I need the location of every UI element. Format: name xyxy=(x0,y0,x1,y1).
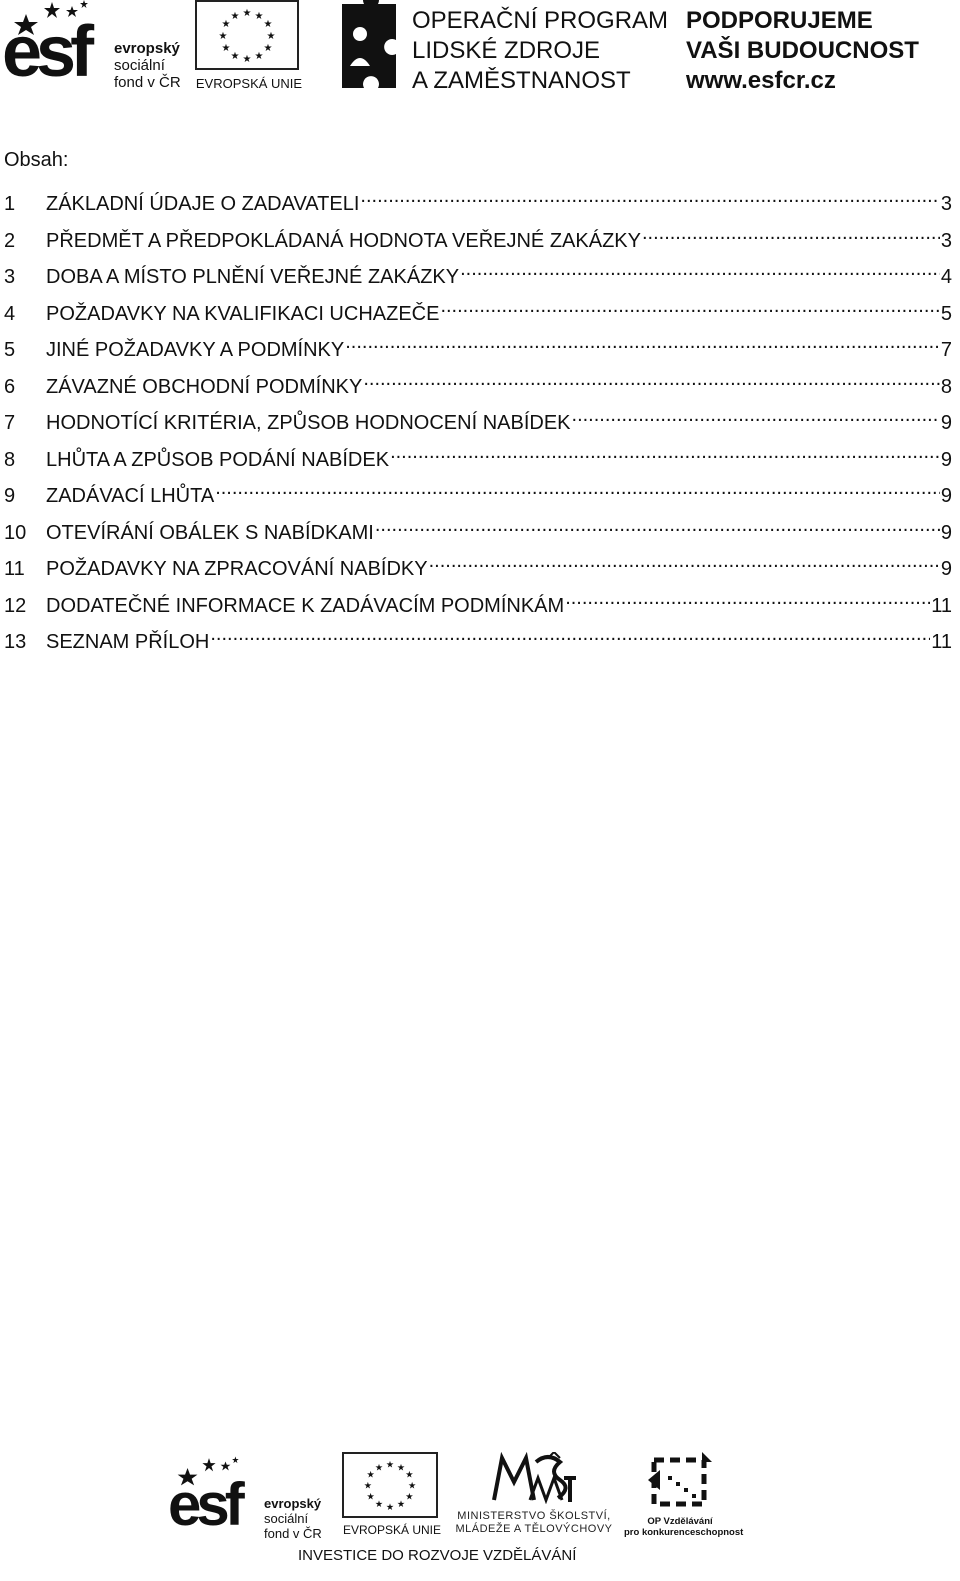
toc-item-number: 9 xyxy=(4,485,16,507)
toc-leader-dots xyxy=(360,182,939,210)
footer-logo-bar xyxy=(0,1440,960,1581)
toc-item-page: 9 xyxy=(940,558,952,580)
esf-logo xyxy=(2,0,192,96)
toc-leader-dots xyxy=(642,219,940,247)
svg-text:★: ★ xyxy=(396,1462,406,1474)
esf-caption-line1: evropský xyxy=(264,1496,322,1511)
toc-item[interactable] xyxy=(4,401,952,438)
toc-item-number: 4 xyxy=(4,302,16,325)
toc-item[interactable] xyxy=(4,547,952,584)
esf-caption-line1: evropský xyxy=(114,40,180,57)
eu-stars-icon xyxy=(197,2,297,68)
svg-text:★: ★ xyxy=(385,1501,395,1513)
svg-text:★: ★ xyxy=(221,43,231,54)
esf-caption-line2: sociální xyxy=(114,57,165,74)
puzzle-icon xyxy=(338,0,400,92)
esf-caption-line3: fond v ČR xyxy=(264,1526,322,1541)
toc-item-page: 9 xyxy=(940,485,952,507)
toc-leader-dots xyxy=(390,438,940,466)
toc-item[interactable] xyxy=(4,438,952,475)
svg-text:★: ★ xyxy=(363,1480,373,1492)
toc-item[interactable] xyxy=(4,255,952,292)
eu-flag xyxy=(342,1452,438,1518)
esf-caption xyxy=(264,1496,322,1541)
slogan-line1: PODPORUJEME xyxy=(686,7,873,34)
toc-item-label: DODATEČNÉ INFORMACE K ZADÁVACÍM PODMÍNKÁM xyxy=(46,594,565,617)
toc-leader-dots xyxy=(572,401,940,429)
toc-item-number: 1 xyxy=(4,193,16,215)
svg-text:★: ★ xyxy=(407,1480,417,1492)
esf-caption-line2: sociální xyxy=(264,1511,309,1526)
svg-text:★: ★ xyxy=(405,1491,414,1503)
program-line3: A ZAMĚSTNANOST xyxy=(412,67,631,94)
toc-item[interactable] xyxy=(4,365,952,402)
toc-item-label: ZADÁVACÍ LHŮTA xyxy=(46,485,215,507)
toc-item-page: 11 xyxy=(931,594,952,617)
toc-item-number: 12 xyxy=(4,594,27,617)
toc-item-page: 9 xyxy=(940,412,952,434)
toc-item[interactable] xyxy=(4,292,952,329)
eu-stars-icon xyxy=(344,1454,436,1516)
svg-text:★: ★ xyxy=(366,1469,375,1481)
esf-letters: esf xyxy=(2,12,89,92)
toc-item-label: LHŮTA A ZPŮSOB PODÁNÍ NABÍDEK xyxy=(46,448,390,471)
toc-item-label: JINÉ POŽADAVKY A PODMÍNKY xyxy=(46,339,345,361)
esf-caption xyxy=(114,40,181,91)
footer-slogan: INVESTICE DO ROZVOJE VZDĚLÁVÁNÍ xyxy=(298,1547,577,1564)
slogan-line2: VAŠI BUDOUCNOST xyxy=(686,37,919,64)
toc-item[interactable] xyxy=(4,620,952,657)
toc-item[interactable] xyxy=(4,328,952,365)
slogan-url[interactable]: www.esfcr.cz xyxy=(686,67,836,94)
toc-leader-dots xyxy=(375,511,940,539)
toc-leader-dots xyxy=(460,255,940,283)
program-name xyxy=(412,6,668,96)
toc-list xyxy=(4,182,952,657)
toc-item[interactable] xyxy=(4,219,952,256)
toc-item-label: OTEVÍRÁNÍ OBÁLEK S NABÍDKAMI xyxy=(46,521,374,544)
opvk-caption-line1: OP Vzdělávání xyxy=(647,1516,713,1527)
toc-item[interactable] xyxy=(4,182,952,219)
esf-caption-line3: fond v ČR xyxy=(114,74,181,91)
svg-text:★: ★ xyxy=(254,11,264,22)
svg-text:★: ★ xyxy=(385,1459,395,1471)
svg-text:★: ★ xyxy=(374,1499,384,1511)
eu-caption: EVROPSKÁ UNIE xyxy=(342,1523,442,1537)
toc-item-number: 11 xyxy=(4,558,25,580)
eu-logo xyxy=(195,0,303,96)
toc-item-label: PŘEDMĚT A PŘEDPOKLÁDANÁ HODNOTA VEŘEJNÉ ZAKÁZKY xyxy=(46,229,641,252)
svg-text:★: ★ xyxy=(242,8,252,19)
svg-text:★: ★ xyxy=(374,1462,384,1474)
toc-item-number: 5 xyxy=(4,339,16,361)
toc-leader-dots xyxy=(363,365,940,393)
toc-item-label: SEZNAM PŘÍLOH xyxy=(46,631,210,653)
eu-caption: EVROPSKÁ UNIE xyxy=(195,76,303,91)
svg-text:★: ★ xyxy=(218,31,228,42)
header-slogan xyxy=(686,6,919,96)
opvk-caption xyxy=(624,1516,744,1538)
toc-leader-dots xyxy=(210,620,930,648)
toc-item[interactable] xyxy=(4,474,952,511)
toc-item-label: ZÁKLADNÍ ÚDAJE O ZADAVATELI xyxy=(46,193,360,215)
msmt-caption-line1: MINISTERSTVO ŠKOLSTVÍ, xyxy=(457,1510,611,1522)
toc-item-label: HODNOTÍCÍ KRITÉRIA, ZPŮSOB HODNOCENÍ NABÍDEK xyxy=(46,412,571,434)
svg-text:★: ★ xyxy=(263,19,273,30)
svg-text:★: ★ xyxy=(263,43,273,54)
toc-item-page: 11 xyxy=(931,631,952,653)
toc-item-label: ZÁVAZNÉ OBCHODNÍ PODMÍNKY xyxy=(46,375,363,398)
toc-item-number: 2 xyxy=(4,229,16,252)
toc-item-label: DOBA A MÍSTO PLNĚNÍ VEŘEJNÉ ZAKÁZKY xyxy=(46,266,460,288)
toc-leader-dots xyxy=(440,292,939,320)
toc-leader-dots xyxy=(565,584,930,612)
toc-item-page: 7 xyxy=(940,339,952,361)
program-line2: LIDSKÉ ZDROJE xyxy=(412,37,601,64)
svg-text:★: ★ xyxy=(230,11,240,22)
opvk-emblem-icon xyxy=(646,1450,714,1514)
toc-item-label: POŽADAVKY NA KVALIFIKACI UCHAZEČE xyxy=(46,302,440,325)
svg-text:★: ★ xyxy=(396,1499,406,1511)
toc-item-page: 4 xyxy=(940,266,952,288)
msmt-caption-line2: MLÁDEŽE A TĚLOVÝCHOVY xyxy=(455,1523,613,1535)
svg-text:★: ★ xyxy=(230,51,240,62)
footer-eu-logo xyxy=(342,1452,442,1544)
toc-leader-dots xyxy=(345,328,940,356)
toc-item-page: 5 xyxy=(940,302,952,325)
svg-text:★: ★ xyxy=(266,31,276,42)
msmt-logo xyxy=(448,1452,620,1544)
svg-text:★: ★ xyxy=(405,1469,414,1481)
svg-text:★: ★ xyxy=(242,54,252,65)
toc-item-number: 13 xyxy=(4,631,27,653)
toc-item-number: 3 xyxy=(4,266,16,288)
toc-item-number: 10 xyxy=(4,521,27,544)
toc-item-page: 3 xyxy=(940,193,952,215)
toc-item[interactable] xyxy=(4,511,952,548)
program-line1: OPERAČNÍ PROGRAM xyxy=(412,7,669,34)
toc-item-label: POŽADAVKY NA ZPRACOVÁNÍ NABÍDKY xyxy=(46,558,428,580)
toc-item-page: 3 xyxy=(940,229,952,252)
header-logo-bar xyxy=(0,0,960,100)
footer-esf-logo xyxy=(168,1452,338,1542)
toc-item-page: 9 xyxy=(940,448,952,471)
toc-item-number: 6 xyxy=(4,375,16,398)
msmt-emblem-icon xyxy=(490,1452,576,1504)
toc-item-page: 9 xyxy=(940,521,952,544)
toc-leader-dots xyxy=(429,547,940,575)
toc-item-number: 7 xyxy=(4,412,16,434)
svg-text:★: ★ xyxy=(254,51,264,62)
svg-text:★: ★ xyxy=(221,19,231,30)
opvk-caption-line2: pro konkurenceschopnost xyxy=(624,1527,744,1538)
toc-item-number: 8 xyxy=(4,448,16,471)
msmt-caption xyxy=(448,1510,620,1536)
svg-text:★: ★ xyxy=(366,1491,375,1503)
eu-flag xyxy=(195,0,299,70)
toc-leader-dots xyxy=(215,474,940,502)
toc-title: Obsah: xyxy=(4,149,69,171)
oplzz-logo xyxy=(338,0,669,96)
toc-item-page: 8 xyxy=(940,375,952,398)
opvk-logo xyxy=(624,1450,744,1546)
esf-letters: esf xyxy=(168,1471,240,1538)
toc-item[interactable] xyxy=(4,584,952,621)
